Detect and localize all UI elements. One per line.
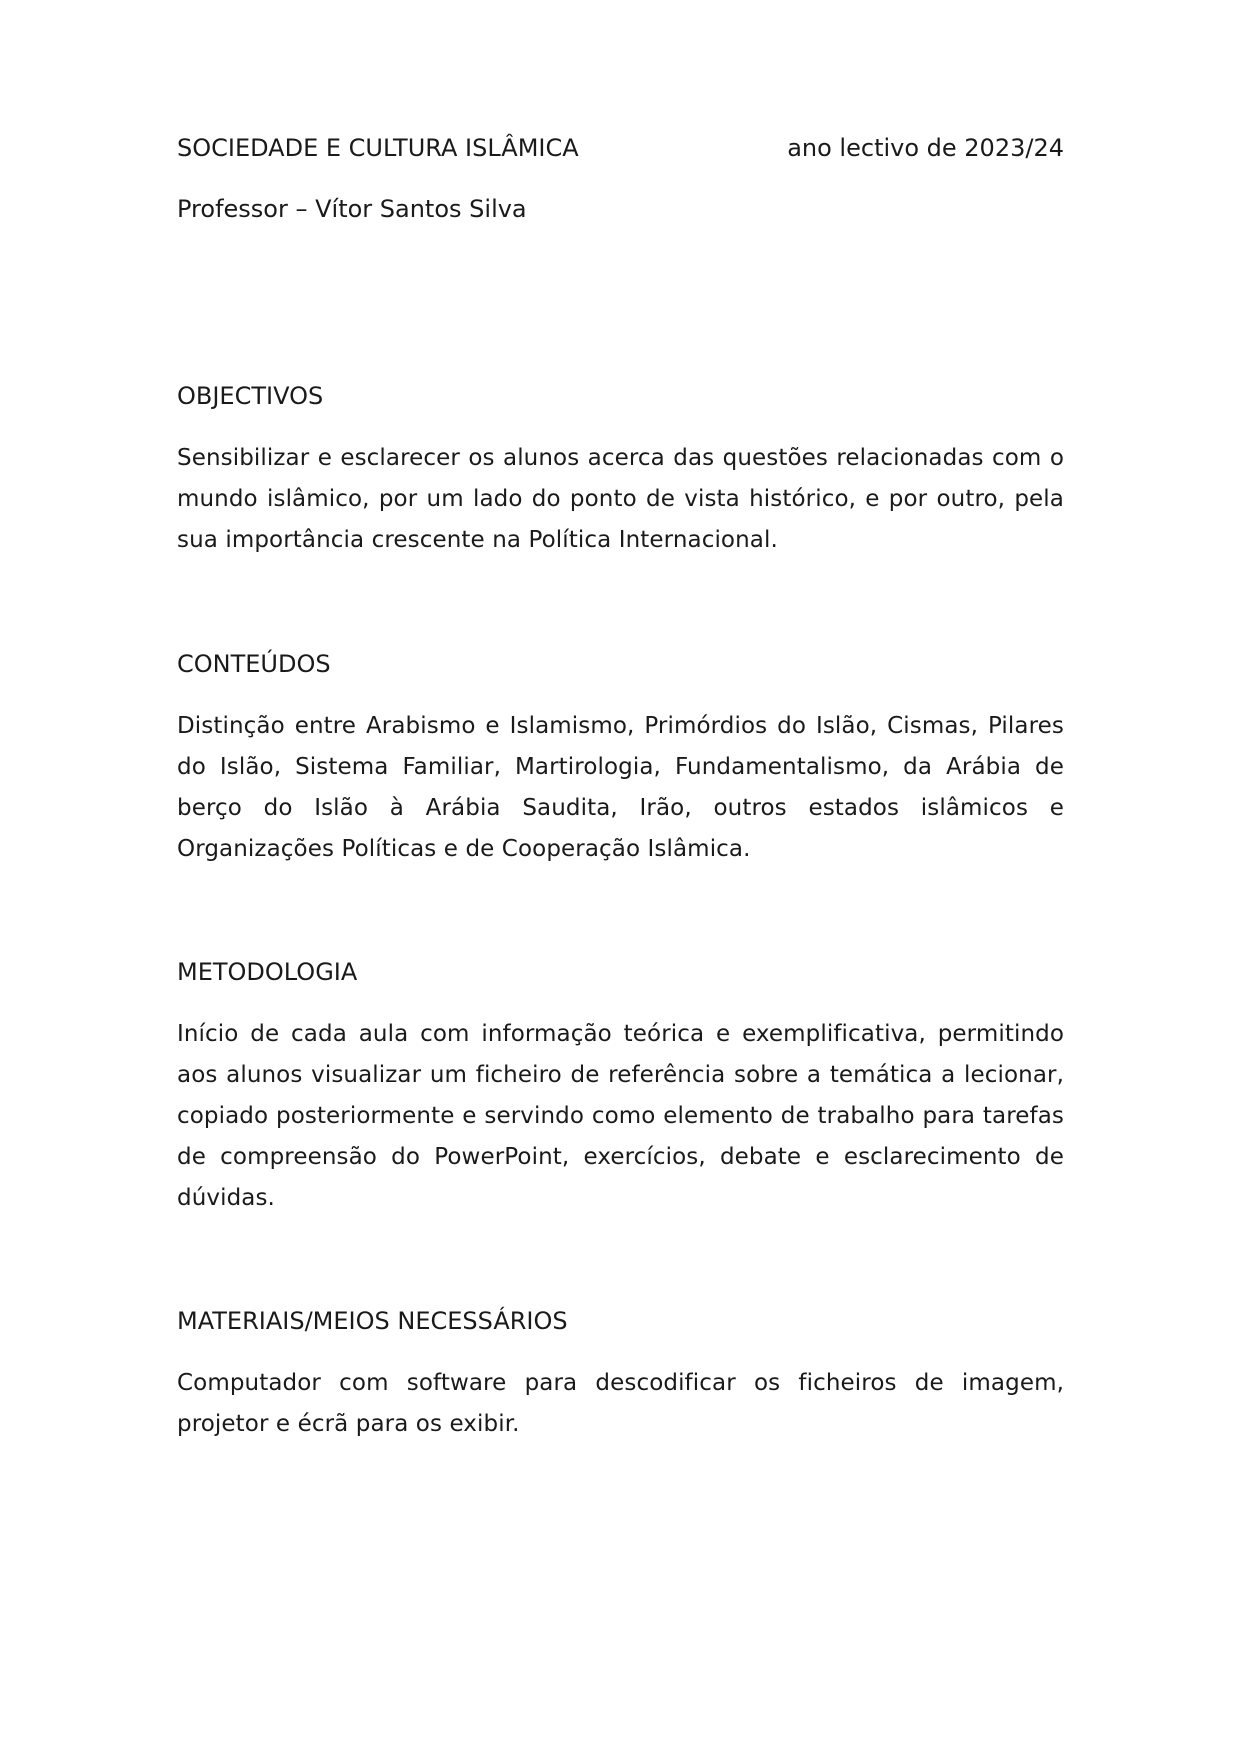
section-heading-materiais: MATERIAIS/MEIOS NECESSÁRIOS — [177, 1307, 568, 1335]
section-heading-objectivos: OBJECTIVOS — [177, 382, 324, 410]
course-title: SOCIEDADE E CULTURA ISLÂMICA — [177, 134, 579, 162]
section-body-objectivos: Sensibilizar e esclarecer os alunos acerca das questões relacionadas com o mundo islâmico, por um lado do ponto de vista histórico, e por outro, pela sua importância crescente na Política Internacional. — [177, 445, 1064, 553]
section-body-metodologia: Início de cada aula com informação teórica e exemplificativa, permitindo aos alunos visualizar um ficheiro de referência sobre a temática a lecionar, copiado posteriormente e servindo como elemento de trabalho para tarefas de compreensão do PowerPoint, exercícios, debate e esclarecimento de dúvidas. — [177, 1021, 1064, 1211]
section-heading-conteudos: CONTEÚDOS — [177, 650, 331, 678]
document-header — [177, 132, 1064, 164]
academic-year: ano lectivo de 2023/24 — [787, 134, 1064, 162]
section-heading-metodologia: METODOLOGIA — [177, 958, 358, 986]
professor-name: Professor – Vítor Santos Silva — [177, 195, 527, 223]
section-body-conteudos: Distinção entre Arabismo e Islamismo, Primórdios do Islão, Cismas, Pilares do Islão, Sistema Familiar, Martirologia, Fundamentalismo, da Arábia de berço do Islão à Arábia Saudita, Irão, outros estados islâmicos e Organizações Políticas e de Cooperação Islâmica. — [177, 713, 1064, 862]
section-body-materiais: Computador com software para descodificar os ficheiros de imagem, projetor e écrã para os exibir. — [177, 1370, 1064, 1437]
